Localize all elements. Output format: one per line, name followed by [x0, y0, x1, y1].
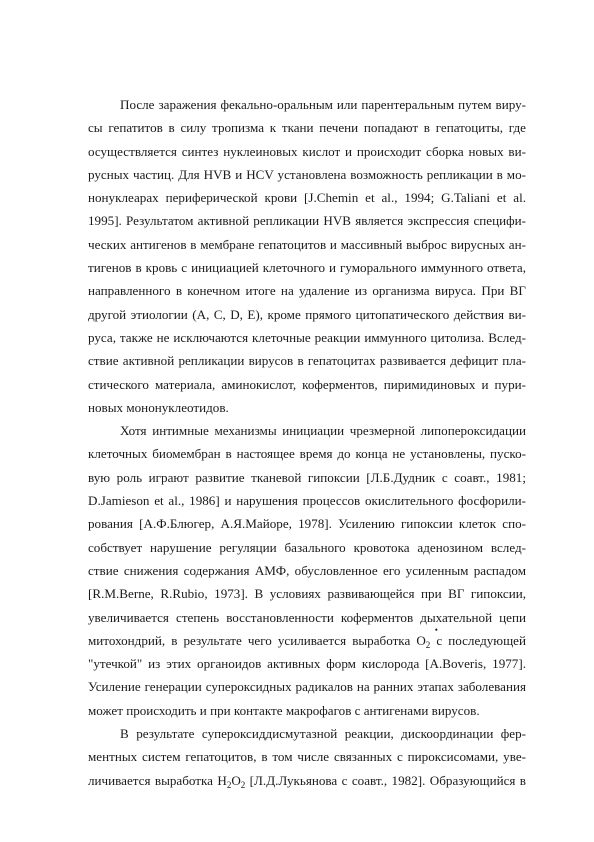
subscript: 2 — [425, 639, 431, 650]
text-line: направленного в конечном итоге на удаление из организма вируса. При ВГ — [88, 283, 526, 299]
subscript: 2 — [240, 779, 246, 790]
text-fragment: O — [231, 772, 241, 788]
text-line: рования [А.Ф.Блюгер, А.Я.Майоре, 1978]. Усилению гипоксии клеток спо- — [88, 516, 526, 532]
text-line: нонуклеарах периферической крови [J.Chemin et al., 1994; G.Taliani et al. — [88, 190, 526, 206]
text-line: стического материала, аминокислот, коферментов, пиримидиновых и пури- — [88, 376, 526, 392]
text-line: может происходить и при контакте макрофагов с антигенами вирусов. — [88, 702, 480, 718]
text-line: "утечкой" из этих органоидов активных форм кислорода [A.Boveris, 1977]. — [88, 656, 526, 672]
text-line-o2 — [88, 624, 526, 652]
text-line: другой этиологии (А, С, D, E), кроме прямого цитопатического действия ви- — [88, 306, 526, 322]
text-line: После заражения фекально-оральным или парентеральным путем виру- — [120, 97, 526, 112]
text-line: тигенов в кровь с инициацией клеточного и гуморального иммунного ответа, — [88, 260, 526, 276]
subscript: 2 — [226, 779, 232, 790]
text-line: вую роль играют развитие тканевой гипоксии [Л.Б.Дудник с соавт., 1981; — [88, 469, 526, 485]
text-line: осуществляется синтез нуклеиновых кислот и происходит сборка новых ви- — [88, 143, 526, 159]
text-line: Хотя интимные механизмы инициации чрезмерной липопероксидации — [120, 423, 526, 439]
text-line: Усиление генерации супероксидных радикалов на ранних этапах заболевания — [88, 679, 526, 695]
radical-dot: • — [434, 624, 438, 635]
document-body — [88, 93, 526, 792]
text-line: ментных систем гепатоцитов, в том числе связанных с пироксисомами, уве- — [88, 749, 526, 765]
text-line: клеточных биомембран в настоящее время до конца не установлены, пуско- — [88, 446, 526, 462]
text-fragment: митохондрий, в результате чего усиливается выработка O — [88, 632, 426, 648]
text-line: сы гепатитов в силу тропизма к ткани печени попадают в гепатоциты, где — [88, 120, 526, 136]
text-line: D.Jamieson et al., 1986] и нарушения процессов окислительного фосфорили- — [88, 493, 526, 509]
text-line: русных частиц. Для HVB и HCV установлена возможность репликации в мо- — [88, 166, 526, 182]
text-fragment: с последующей — [430, 632, 526, 648]
text-line: новых мононуклеотидов. — [88, 399, 229, 415]
text-line: [R.M.Berne, R.Rubio, 1973]. В условиях развивающейся при ВГ гипоксии, — [88, 586, 526, 602]
text-line: руса, также не исключаются клеточные реакции иммунного цитолиза. Вслед- — [88, 329, 526, 345]
text-fragment: [Л.Д.Лукьянова с соавт., 1982]. Образующийся в — [245, 772, 526, 788]
text-fragment: личивается выработка H — [88, 772, 227, 788]
text-line: 1995]. Результатом активной репликации HVB является экспрессия специфи- — [88, 213, 526, 229]
text-line: ствие активной репликации вирусов в гепатоцитах развивается дефицит пла- — [88, 353, 526, 369]
text-line: В результате супероксиддисмутазной реакции, дискоординации фер- — [120, 726, 526, 742]
text-line-h2o2 — [88, 769, 526, 792]
text-line: увеличивается степень восстановленности коферментов дыхательной цепи — [88, 609, 526, 625]
text-line: ствие снижения содержания АМФ, обусловленное его усиленным распадом — [88, 562, 526, 578]
superoxide-formula — [425, 624, 438, 657]
text-line: ческих антигенов в мембране гепатоцитов и массивный выброс вирусных ан- — [88, 236, 526, 252]
text-line: собствует нарушение регуляции базального кровотока аденозином вслед- — [88, 539, 526, 555]
